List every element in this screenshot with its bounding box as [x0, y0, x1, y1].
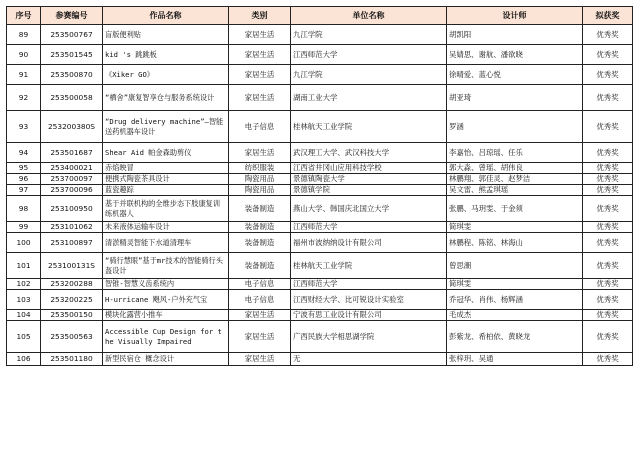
cell-no: 91	[7, 65, 41, 85]
table-row	[7, 321, 633, 353]
cell-title: 清淤精灵智能下水道清理车	[103, 233, 229, 253]
cell-category: 家居生活	[229, 143, 291, 163]
cell-org: 广西民族大学相思湖学院	[291, 321, 447, 353]
cell-title: Shear Aid 帕金森助剪仪	[103, 143, 229, 163]
cell-award: 优秀奖	[583, 65, 633, 85]
cell-no: 92	[7, 85, 41, 111]
cell-no: 106	[7, 353, 41, 366]
cell-ref: 253400021	[41, 163, 103, 174]
table-row	[7, 174, 633, 185]
cell-no: 102	[7, 279, 41, 290]
table-row	[7, 290, 633, 310]
cell-title: H-urricane 飓风-户外充气宝	[103, 290, 229, 310]
cell-award: 优秀奖	[583, 279, 633, 290]
cell-ref: 253700096	[41, 185, 103, 196]
cell-ref: 253100950	[41, 196, 103, 222]
cell-title: “骑行慧眼”基于mr技术的智能骑行头盔设计	[103, 253, 229, 279]
table-row	[7, 222, 633, 233]
cell-ref: 253500767	[41, 25, 103, 45]
cell-category: 家居生活	[229, 310, 291, 321]
cell-title: 新型民宿仓 概念设计	[103, 353, 229, 366]
cell-designers: 胡凯阳	[447, 25, 583, 45]
cell-title: 盲版便利贴	[103, 25, 229, 45]
cell-title: kid 's 跳跳板	[103, 45, 229, 65]
cell-designers: 吴婧思、谢航、潘欲晓	[447, 45, 583, 65]
cell-award: 优秀奖	[583, 111, 633, 143]
cell-no: 105	[7, 321, 41, 353]
cell-ref: 253200380S	[41, 111, 103, 143]
cell-designers: 林鹏翔、郭佳灵、赵梦洁	[447, 174, 583, 185]
cell-category: 家居生活	[229, 25, 291, 45]
cell-award: 优秀奖	[583, 174, 633, 185]
table-body	[7, 25, 633, 366]
cell-ref: 253101062	[41, 222, 103, 233]
cell-designers: 吴文雷、熊孟琪瑶	[447, 185, 583, 196]
cell-title: 便携式陶瓷茶具设计	[103, 174, 229, 185]
table-row	[7, 25, 633, 45]
cell-designers: 胡亚琦	[447, 85, 583, 111]
cell-category: 装备制造	[229, 253, 291, 279]
cell-ref: 253501545	[41, 45, 103, 65]
table-row	[7, 143, 633, 163]
cell-org: 江西省井冈山应用科技学校	[291, 163, 447, 174]
cell-designers: 罗涵	[447, 111, 583, 143]
cell-award: 优秀奖	[583, 85, 633, 111]
cell-org: 景德镇学院	[291, 185, 447, 196]
header-org: 单位名称	[291, 7, 447, 25]
header-category: 类别	[229, 7, 291, 25]
cell-no: 97	[7, 185, 41, 196]
cell-ref: 253200288	[41, 279, 103, 290]
table-row	[7, 196, 633, 222]
cell-title: 《Xiker GO》	[103, 65, 229, 85]
table-row	[7, 279, 633, 290]
cell-award: 优秀奖	[583, 143, 633, 163]
cell-no: 94	[7, 143, 41, 163]
cell-org: 无	[291, 353, 447, 366]
cell-no: 89	[7, 25, 41, 45]
table-row	[7, 45, 633, 65]
cell-category: 装备制造	[229, 233, 291, 253]
cell-ref: 253500563	[41, 321, 103, 353]
cell-ref: 253100131S	[41, 253, 103, 279]
cell-designers: 张鹏、马玥雯、于金须	[447, 196, 583, 222]
cell-designers: 张梓玥、吴通	[447, 353, 583, 366]
cell-title: Accessible Cup Design for the Visually Impaired	[103, 321, 229, 353]
cell-category: 电子信息	[229, 290, 291, 310]
cell-org: 九江学院	[291, 65, 447, 85]
cell-category: 家居生活	[229, 65, 291, 85]
cell-award: 优秀奖	[583, 321, 633, 353]
cell-award: 优秀奖	[583, 185, 633, 196]
awards-table	[6, 6, 633, 366]
table-header	[7, 7, 633, 25]
cell-designers: 李嘉怡、吕琼瑶、任乐	[447, 143, 583, 163]
cell-category: 装备制造	[229, 196, 291, 222]
cell-ref: 253501687	[41, 143, 103, 163]
table-row	[7, 163, 633, 174]
cell-ref: 253500058	[41, 85, 103, 111]
cell-designers: 彭紫龙、希柏依、黄晓龙	[447, 321, 583, 353]
cell-title: 智锥-智慧义齿系统内	[103, 279, 229, 290]
cell-title: “栖舍”康复智享仓与服务系统设计	[103, 85, 229, 111]
header-row	[7, 7, 633, 25]
cell-title: 赤焰映冒	[103, 163, 229, 174]
cell-ref: 253700097	[41, 174, 103, 185]
cell-org: 江西师范大学	[291, 45, 447, 65]
cell-award: 优秀奖	[583, 353, 633, 366]
table-row	[7, 233, 633, 253]
table-row	[7, 185, 633, 196]
cell-category: 家居生活	[229, 353, 291, 366]
cell-category: 电子信息	[229, 279, 291, 290]
cell-no: 104	[7, 310, 41, 321]
cell-category: 家居生活	[229, 45, 291, 65]
cell-award: 优秀奖	[583, 45, 633, 65]
cell-category: 纺织服装	[229, 163, 291, 174]
cell-designers: 林鹏程、陈铭、林海山	[447, 233, 583, 253]
header-title: 作品名称	[103, 7, 229, 25]
cell-designers: 徐晴爱、蓝心悦	[447, 65, 583, 85]
cell-award: 优秀奖	[583, 25, 633, 45]
table-row	[7, 253, 633, 279]
cell-category: 家居生活	[229, 321, 291, 353]
cell-award: 优秀奖	[583, 196, 633, 222]
cell-award: 优秀奖	[583, 290, 633, 310]
cell-org: 宁波有思工业设计有限公司	[291, 310, 447, 321]
header-award: 拟获奖	[583, 7, 633, 25]
cell-ref: 253100897	[41, 233, 103, 253]
cell-category: 电子信息	[229, 111, 291, 143]
cell-designers: 毛成杰	[447, 310, 583, 321]
header-ref: 参赛编号	[41, 7, 103, 25]
cell-org: 江西师范大学	[291, 279, 447, 290]
cell-no: 101	[7, 253, 41, 279]
cell-title: 蓝瓷趣踪	[103, 185, 229, 196]
cell-category: 装备制造	[229, 222, 291, 233]
cell-org: 武汉理工大学、武汉科技大学	[291, 143, 447, 163]
cell-no: 103	[7, 290, 41, 310]
cell-org: 江西师范大学	[291, 222, 447, 233]
cell-designers: 郭大淼、曾瑶、胡伟良	[447, 163, 583, 174]
cell-ref: 253500870	[41, 65, 103, 85]
cell-category: 陶瓷用品	[229, 185, 291, 196]
cell-org: 九江学院	[291, 25, 447, 45]
cell-award: 优秀奖	[583, 310, 633, 321]
cell-no: 98	[7, 196, 41, 222]
cell-org: 福州市波纳纳设计有限公司	[291, 233, 447, 253]
cell-ref: 253501180	[41, 353, 103, 366]
table-row	[7, 65, 633, 85]
cell-award: 优秀奖	[583, 222, 633, 233]
cell-org: 景德镇陶瓷大学	[291, 174, 447, 185]
cell-no: 99	[7, 222, 41, 233]
cell-org: 桂林航天工业学院	[291, 253, 447, 279]
cell-award: 优秀奖	[583, 253, 633, 279]
cell-ref: 253500150	[41, 310, 103, 321]
cell-designers: 曾思潮	[447, 253, 583, 279]
cell-designers: 简琪雯	[447, 222, 583, 233]
cell-org: 江西财经大学、比可锐设计实验室	[291, 290, 447, 310]
cell-no: 90	[7, 45, 41, 65]
cell-title: 未来液体运输车设计	[103, 222, 229, 233]
cell-no: 100	[7, 233, 41, 253]
cell-no: 95	[7, 163, 41, 174]
cell-designers: 简琪雯	[447, 279, 583, 290]
cell-org: 桂林航天工业学院	[291, 111, 447, 143]
cell-no: 96	[7, 174, 41, 185]
table-row	[7, 85, 633, 111]
cell-category: 陶瓷用品	[229, 174, 291, 185]
cell-title: “Drug delivery machine”—智能送药机器车设计	[103, 111, 229, 143]
cell-org: 燕山大学、韩国庆北国立大学	[291, 196, 447, 222]
header-no: 序号	[7, 7, 41, 25]
cell-org: 湖南工业大学	[291, 85, 447, 111]
cell-award: 优秀奖	[583, 233, 633, 253]
table-row	[7, 310, 633, 321]
table-row	[7, 353, 633, 366]
cell-ref: 253200225	[41, 290, 103, 310]
cell-category: 家居生活	[229, 85, 291, 111]
table-row	[7, 111, 633, 143]
header-designers: 设计师	[447, 7, 583, 25]
cell-title: 模块化露营小推车	[103, 310, 229, 321]
cell-designers: 乔冠华、肖伟、杨辉涵	[447, 290, 583, 310]
cell-award: 优秀奖	[583, 163, 633, 174]
cell-no: 93	[7, 111, 41, 143]
cell-title: 基于并联机构的全维步态下肢康复训练机器人	[103, 196, 229, 222]
